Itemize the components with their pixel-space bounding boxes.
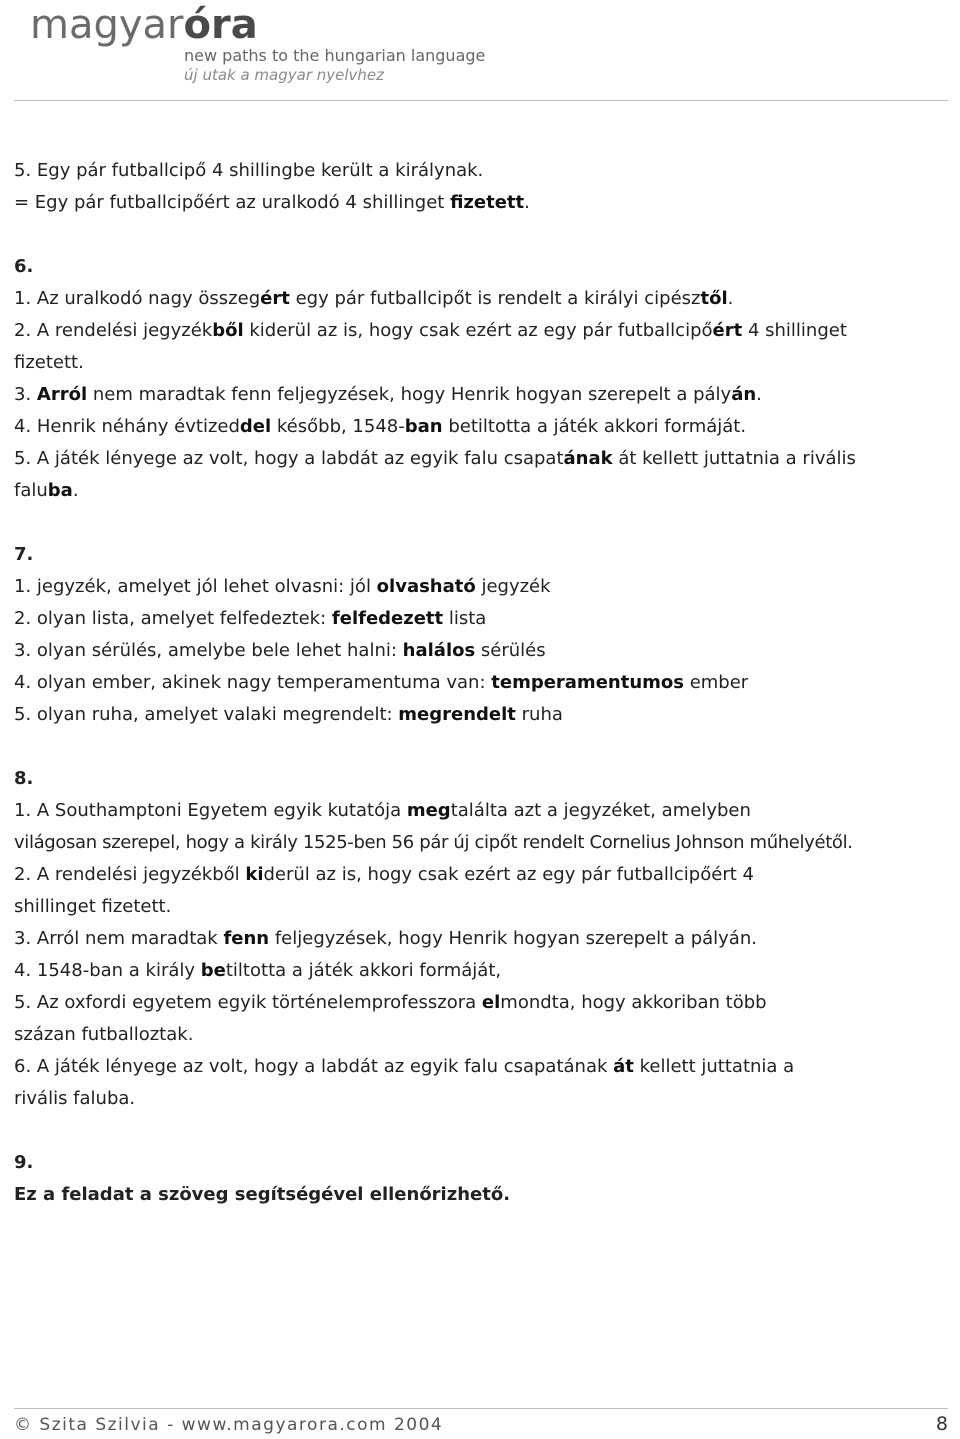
s8-item-5-cont: százan futballoztak. [14, 1024, 194, 1045]
s7-item-1 [14, 571, 950, 603]
bold-text: ért [712, 320, 743, 341]
text: derül az is, hogy csak ezért az egy pár futballcipőért 4 [263, 864, 754, 885]
bold-text: del [239, 416, 272, 437]
bold-text: el [481, 992, 501, 1013]
s8-item-2 [14, 859, 950, 891]
text: 4 shillinget [742, 320, 847, 341]
text: 4. Henrik néhány évtized [14, 416, 240, 437]
s6-item-5-cont [14, 475, 950, 507]
text: 3. Arról nem maradtak [14, 928, 224, 949]
bold-text: Arról [36, 384, 88, 405]
page-number: 8 [935, 1413, 948, 1435]
bold-text: ért [260, 288, 290, 309]
page-footer [14, 1408, 948, 1439]
bold-text: ban [404, 416, 443, 437]
logo-text: magyar [30, 2, 184, 48]
section-9-heading: 9. [14, 1152, 34, 1173]
s9-text: Ez a feladat a szöveg segítségével ellenőrizhető. [14, 1184, 511, 1205]
text: át kellett juttatnia a rivális [612, 448, 856, 469]
text: 4. 1548-ban a király [14, 960, 201, 981]
bold-text: megrendelt [398, 704, 516, 725]
text: feljegyzések, hogy Henrik hogyan szerepelt a pályán. [269, 928, 757, 949]
text: mondta, hogy akkoriban több [500, 992, 767, 1013]
text: . [524, 192, 530, 213]
logo [30, 2, 258, 48]
s6-item-4 [14, 411, 950, 443]
text: tiltotta a játék akkori formáját, [225, 960, 502, 981]
s7-item-5 [14, 699, 950, 731]
section-6-heading: 6. [14, 256, 34, 277]
s5-line-2 [14, 187, 950, 219]
text: . [72, 480, 79, 501]
bold-text: ki [245, 864, 264, 885]
text: falu [14, 480, 48, 501]
text: később, 1548- [271, 416, 405, 437]
bold-text: olvasható [376, 576, 476, 597]
s6-item-2-cont: fizetett. [14, 352, 84, 373]
s8-item-2-cont: shillinget fizetett. [14, 896, 172, 917]
text: 3. [14, 384, 37, 405]
text: kellett juttatnia a [633, 1056, 795, 1077]
text: sérülés [475, 640, 546, 661]
tagline-english: new paths to the hungarian language [184, 46, 486, 65]
text: ruha [515, 704, 563, 725]
text: ember [683, 672, 749, 693]
text: 1. A Southamptoni Egyetem egyik kutatója [14, 800, 407, 821]
s5-line-1: 5. Egy pár futballcipő 4 shillingbe került a királynak. [14, 160, 484, 181]
text: 2. A rendelési jegyzékből [14, 864, 246, 885]
copyright-text: © Szita Szilvia - www.magyarora.com 2004 [14, 1415, 444, 1435]
text: jegyzék [475, 576, 551, 597]
text: 4. olyan ember, akinek nagy temperamentuma van: [14, 672, 492, 693]
bold-text: fizetett [450, 192, 525, 213]
s6-item-5 [14, 443, 950, 475]
text: 5. A játék lényege az volt, hogy a labdát az egyik falu csapat [14, 448, 564, 469]
document-body [14, 155, 950, 1211]
bold-text: felfedezett [331, 608, 444, 629]
bold-text: án [731, 384, 757, 405]
bold-text: ának [563, 448, 613, 469]
text: 2. A rendelési jegyzék [14, 320, 213, 341]
bold-text: át [613, 1056, 634, 1077]
s7-item-4 [14, 667, 950, 699]
text: 1. jegyzék, amelyet jól lehet olvasni: jól [14, 576, 377, 597]
text: egy pár futballcipőt is rendelt a királyi cipész [289, 288, 701, 309]
text: 5. olyan ruha, amelyet valaki megrendelt: [14, 704, 399, 725]
s8-item-5 [14, 987, 950, 1019]
s7-item-3 [14, 635, 950, 667]
s8-item-1-cont: világosan szerepel, hogy a király 1525-ben 56 pár új cipőt rendelt Cornelius Johnson műhelyétől. [14, 832, 853, 853]
logo-text-bold: óra [183, 2, 258, 48]
text: 5. Az oxfordi egyetem egyik történelemprofesszora [14, 992, 482, 1013]
s6-item-2 [14, 315, 950, 347]
s8-item-6 [14, 1051, 950, 1083]
page-header [14, 0, 948, 101]
bold-text: ba [47, 480, 73, 501]
text: . [727, 288, 734, 309]
text: találta azt a jegyzéket, amelyben [450, 800, 751, 821]
text: 1. Az uralkodó nagy összeg [14, 288, 261, 309]
text: betiltotta a játék akkori formáját. [442, 416, 747, 437]
text: . [756, 384, 762, 405]
bold-text: meg [406, 800, 451, 821]
s8-item-3 [14, 923, 950, 955]
text: 3. olyan sérülés, amelybe bele lehet halni: [14, 640, 403, 661]
text: nem maradtak fenn feljegyzések, hogy Henrik hogyan szerepelt a pály [87, 384, 732, 405]
section-7-heading: 7. [14, 544, 34, 565]
s7-item-2 [14, 603, 950, 635]
bold-text: fenn [223, 928, 270, 949]
bold-text: halálos [402, 640, 476, 661]
text: = Egy pár futballcipőért az uralkodó 4 shillinget [14, 192, 451, 213]
section-8-heading: 8. [14, 768, 34, 789]
s6-item-1 [14, 283, 950, 315]
bold-text: től [700, 288, 728, 309]
text: lista [443, 608, 487, 629]
s8-item-6-cont: rivális faluba. [14, 1088, 136, 1109]
s6-item-3 [14, 379, 950, 411]
text: 6. A játék lényege az volt, hogy a labdát az egyik falu csapatának [14, 1056, 614, 1077]
text: kiderül az is, hogy csak ezért az egy pár futballcipő [243, 320, 713, 341]
bold-text: temperamentumos [491, 672, 684, 693]
s8-item-4 [14, 955, 950, 987]
s8-item-1 [14, 795, 950, 827]
bold-text: ből [212, 320, 244, 341]
text: 2. olyan lista, amelyet felfedeztek: [14, 608, 332, 629]
bold-text: be [200, 960, 226, 981]
tagline-hungarian: új utak a magyar nyelvhez [184, 66, 385, 84]
